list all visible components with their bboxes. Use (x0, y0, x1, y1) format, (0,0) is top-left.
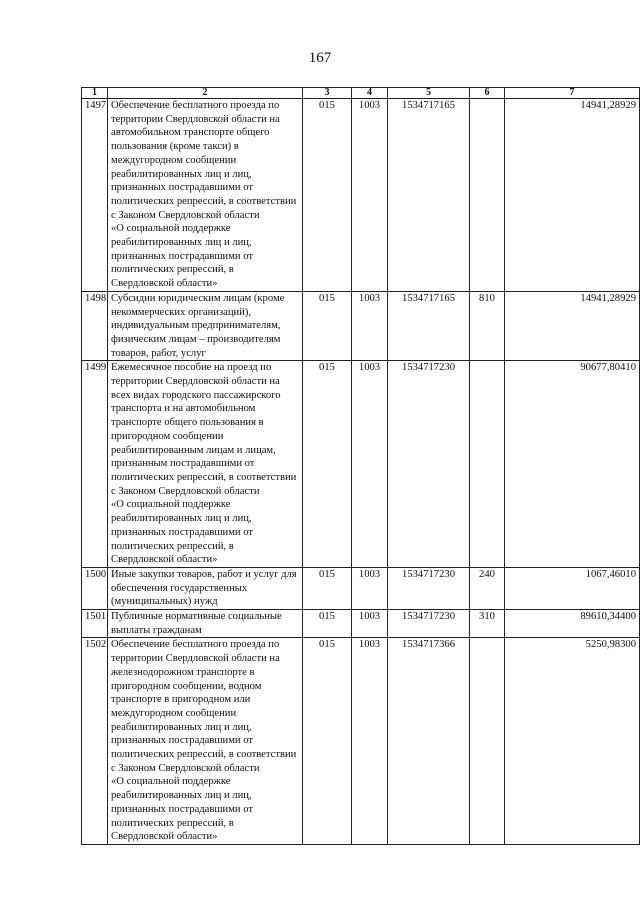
expense-type-cell (470, 638, 505, 845)
target-article-cell: 1534717366 (388, 638, 470, 845)
description-line: Обеспечение бесплатного проезда по (111, 639, 280, 651)
row-number-cell: 1500 (82, 567, 108, 609)
description-line: железнодорожном транспорте в (111, 666, 255, 678)
target-article-cell: 1534717230 (388, 610, 470, 638)
description-line: Ежемесячное пособие на проезд по (111, 362, 272, 374)
description-line: политических репрессий, в (111, 264, 234, 276)
amount-cell: 89610,34400 (505, 610, 640, 638)
description-line: реабилитированных лиц и лиц, (111, 168, 252, 180)
description-line: транспорте в пригородном или (111, 694, 251, 706)
section-code-cell: 1003 (352, 291, 388, 361)
description-line: «О социальной поддержке (111, 776, 231, 788)
description-line: пригородном сообщении (111, 430, 224, 442)
row-number-cell: 1498 (82, 291, 108, 361)
amount-cell: 90677,80410 (505, 361, 640, 568)
section-code-cell: 1003 (352, 361, 388, 568)
description-line: с Законом Свердловской области (111, 762, 260, 774)
description-cell (108, 361, 303, 568)
amount-cell: 1067,46010 (505, 567, 640, 609)
row-number-cell: 1501 (82, 610, 108, 638)
description-line: территории Свердловской области на (111, 113, 280, 125)
amount-cell: 14941,28929 (505, 99, 640, 292)
description-line: признанных пострадавшими от (111, 526, 254, 538)
description-line: признанных пострадавшими от (111, 803, 254, 815)
ministry-code-cell: 015 (303, 291, 352, 361)
description-line: транспорте общего пользования в (111, 417, 264, 429)
table-row (82, 567, 640, 609)
description-line: автомобильном транспорте общего (111, 127, 270, 139)
description-line: Публичные нормативные социальные (111, 611, 282, 623)
description-line: Субсидии юридическим лицам (кроме (111, 292, 285, 304)
header-cell: 4 (352, 88, 388, 99)
description-line: всех видах городского пассажирского (111, 389, 281, 401)
ministry-code-cell: 015 (303, 638, 352, 845)
ministry-code-cell: 015 (303, 610, 352, 638)
description-line: реабилитированных лиц и лиц, (111, 237, 252, 249)
description-line: реабилитированных лиц и лиц, (111, 513, 252, 525)
amount-cell: 5250,98300 (505, 638, 640, 845)
row-number-cell: 1499 (82, 361, 108, 568)
table-row (82, 361, 640, 568)
description-line: индивидуальным предпринимателям, (111, 320, 281, 332)
row-number-cell: 1497 (82, 99, 108, 292)
header-cell: 7 (505, 88, 640, 99)
description-line: территории Свердловской области на (111, 376, 280, 388)
description-line: Свердловской области» (111, 831, 218, 843)
description-line: реабилитированных лиц и лиц, (111, 721, 252, 733)
description-line: междугородном сообщении (111, 707, 237, 719)
section-code-cell: 1003 (352, 610, 388, 638)
target-article-cell: 1534717165 (388, 291, 470, 361)
description-line: физическим лицам – производителям (111, 333, 281, 345)
header-cell: 3 (303, 88, 352, 99)
description-line: с Законом Свердловской области (111, 209, 260, 221)
description-line: реабилитированным лицам и лицам, (111, 444, 276, 456)
expense-type-cell: 240 (470, 567, 505, 609)
target-article-cell: 1534717230 (388, 361, 470, 568)
description-line: признанных пострадавшими от (111, 250, 254, 262)
description-line: (муниципальных) нужд (111, 596, 218, 608)
section-code-cell: 1003 (352, 638, 388, 845)
description-cell (108, 610, 303, 638)
description-line: междугородном сообщении (111, 154, 237, 166)
description-cell (108, 99, 303, 292)
description-line: политических репрессий, в соответствии (111, 195, 297, 207)
description-line: «О социальной поддержке (111, 499, 231, 511)
description-line: Иные закупки товаров, работ и услуг для (111, 568, 297, 580)
description-line: с Законом Свердловской области (111, 485, 260, 497)
description-line: признанных пострадавшими от (111, 182, 254, 194)
page-number: 167 (308, 50, 332, 66)
section-code-cell: 1003 (352, 567, 388, 609)
description-line: признанным пострадавшими от (111, 458, 255, 470)
target-article-cell: 1534717165 (388, 99, 470, 292)
description-line: выплаты гражданам (111, 624, 202, 636)
ministry-code-cell: 015 (303, 361, 352, 568)
section-code-cell: 1003 (352, 99, 388, 292)
header-cell: 5 (388, 88, 470, 99)
description-cell (108, 638, 303, 845)
description-line: политических репрессий, в соответствии (111, 749, 297, 761)
description-cell (108, 291, 303, 361)
description-line: политических репрессий, в (111, 817, 234, 829)
expense-type-cell (470, 99, 505, 292)
description-line: пригородном сообщении, водном (111, 680, 262, 692)
description-line: некоммерческих организаций), (111, 306, 252, 318)
ministry-code-cell: 015 (303, 567, 352, 609)
description-line: политических репрессий, в (111, 540, 234, 552)
expense-type-cell (470, 361, 505, 568)
table-row (82, 638, 640, 845)
ministry-code-cell: 015 (303, 99, 352, 292)
header-row (82, 88, 640, 99)
description-line: Обеспечение бесплатного проезда по (111, 100, 280, 111)
target-article-cell: 1534717230 (388, 567, 470, 609)
table-row (82, 99, 640, 292)
table-row (82, 610, 640, 638)
description-line: товаров, работ, услуг (111, 347, 206, 359)
amount-cell: 14941,28929 (505, 291, 640, 361)
table-row (82, 291, 640, 361)
header-cell: 1 (82, 88, 108, 99)
row-number-cell: 1502 (82, 638, 108, 845)
budget-table (81, 87, 640, 845)
description-line: пользования (кроме такси) в (111, 141, 239, 153)
description-line: реабилитированных лиц и лиц, (111, 790, 252, 802)
description-cell (108, 567, 303, 609)
description-line: территории Свердловской области на (111, 653, 280, 665)
description-line: обеспечения государственных (111, 582, 248, 594)
description-line: транспорта и на автомобильном (111, 403, 256, 415)
description-line: Свердловской области» (111, 554, 218, 566)
description-line: «О социальной поддержке (111, 223, 231, 235)
description-line: признанных пострадавшими от (111, 735, 254, 747)
description-line: Свердловской области» (111, 278, 218, 290)
header-cell: 2 (108, 88, 303, 99)
header-cell: 6 (470, 88, 505, 99)
expense-type-cell: 310 (470, 610, 505, 638)
expense-type-cell: 810 (470, 291, 505, 361)
description-line: политических репрессий, в соответствии (111, 471, 297, 483)
